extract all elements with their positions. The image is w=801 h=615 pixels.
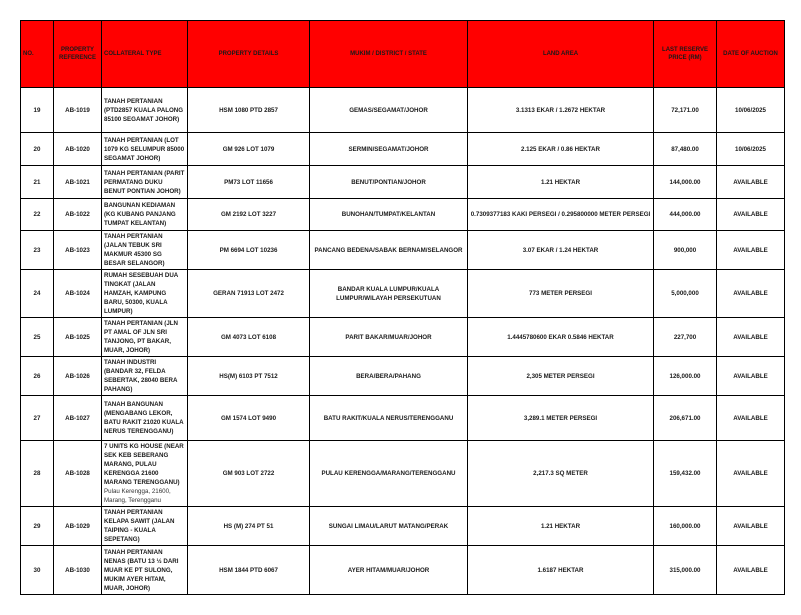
auction-date-status: AVAILABLE [733, 290, 768, 297]
cell-date-of-auction [717, 357, 785, 396]
auction-date-status: AVAILABLE [733, 414, 768, 422]
row-number: 19 [33, 106, 41, 114]
cell-land-area [468, 88, 654, 133]
table-row [21, 166, 785, 199]
collateral-type: TANAH PERTANIAN (JALAN TEBUK SRI MAKMUR 45300 SG BESAR SELANGOR) [104, 233, 165, 267]
cell-collateral-type [102, 133, 188, 166]
cell-no [21, 270, 54, 318]
table-row [21, 88, 785, 133]
cell-collateral-type [102, 507, 188, 546]
land-area: 1.4445780600 EKAR 0.5846 HEKTAR [507, 333, 614, 341]
cell-mukim-district-state [310, 546, 468, 595]
row-number: 25 [33, 333, 41, 341]
cell-last-reserve-price [654, 88, 717, 133]
cell-no [21, 199, 54, 231]
cell-date-of-auction [717, 318, 785, 357]
property-reference: AB-1024 [65, 290, 90, 297]
header-price-line1: LAST RESERVE [662, 47, 708, 53]
cell-property-details [188, 546, 310, 595]
cell-no [21, 166, 54, 199]
cell-no [21, 546, 54, 595]
last-reserve-price: 315,000.00 [669, 566, 701, 574]
cell-collateral-type [102, 318, 188, 357]
property-reference: AB-1028 [65, 470, 90, 477]
property-details: HSM 1844 PTD 6067 [219, 566, 278, 574]
cell-date-of-auction [717, 270, 785, 318]
cell-property-reference [54, 318, 102, 357]
cell-no [21, 88, 54, 133]
cell-property-details [188, 88, 310, 133]
mukim-district-state: SUNGAI LIMAU/LARUT MATANG/PERAK [328, 522, 449, 530]
collateral-type: RUMAH SESEBUAH DUA TINGKAT (JALAN HAMZAH, KAMPUNG BARU, 50300, KUALA LUMPUR) [104, 272, 179, 315]
cell-land-area [468, 133, 654, 166]
row-number: 21 [33, 178, 41, 186]
mukim-district-state: BUNOHAN/TUMPAT/KELANTAN [341, 211, 436, 218]
cell-collateral-type [102, 166, 188, 199]
collateral-type: 7 UNITS KG HOUSE (NEAR SEK KEB SEBERANG MARANG, PULAU KERENGGA 21600 MARANG TERENGGANU) [104, 443, 184, 486]
property-details: PM 6694 LOT 10236 [219, 246, 278, 254]
cell-property-reference [54, 357, 102, 396]
header-no: NO. [21, 21, 54, 88]
cell-last-reserve-price [654, 270, 717, 318]
table-row [21, 231, 785, 270]
mukim-district-state: BERA/BERA/PAHANG [356, 372, 421, 380]
collateral-type: TANAH BANGUNAN (MENGABANG LEKOR, BATU RAKIT 21020 KUALA NERUS TERENGGANU) [104, 401, 184, 435]
cell-no [21, 441, 54, 507]
header-date-of-auction: DATE OF AUCTION [717, 21, 785, 88]
cell-no [21, 396, 54, 441]
row-number: 29 [33, 522, 41, 530]
property-details: GM 903 LOT 2722 [222, 470, 275, 477]
cell-property-reference [54, 396, 102, 441]
cell-land-area [468, 166, 654, 199]
cell-collateral-type [102, 88, 188, 133]
property-details: GM 2192 LOT 3227 [220, 211, 277, 218]
property-reference: AB-1027 [65, 414, 90, 422]
property-reference: AB-1023 [65, 246, 90, 254]
cell-mukim-district-state [310, 318, 468, 357]
auction-date-status: 10/06/2025 [735, 145, 766, 153]
mukim-district-state: PULAU KERENGGA/MARANG/TERENGGANU [321, 470, 456, 477]
land-area: 2.125 EKAR / 0.86 HEKTAR [521, 145, 600, 153]
collateral-type: TANAH INDUSTRI (BANDAR 32, FELDA SEBERTAK, 28040 BERA PAHANG) [104, 359, 178, 393]
cell-no [21, 318, 54, 357]
cell-property-details [188, 441, 310, 507]
cell-last-reserve-price [654, 357, 717, 396]
property-reference: AB-1029 [65, 522, 90, 530]
cell-land-area [468, 318, 654, 357]
mukim-district-state: PANCANG BEDENA/SABAK BERNAM/SELANGOR [314, 246, 463, 254]
property-details: GM 926 LOT 1079 [222, 145, 275, 153]
cell-land-area [468, 199, 654, 231]
last-reserve-price: 5,000,000 [671, 290, 699, 297]
table-row [21, 133, 785, 166]
cell-land-area [468, 270, 654, 318]
mukim-district-state: SERMIN/SEGAMAT/JOHOR [348, 145, 429, 153]
cell-mukim-district-state [310, 507, 468, 546]
land-area: 0.7309377183 KAKI PERSEGI / 0.295800000 METER PERSEGI [470, 211, 651, 218]
property-details: GM 1574 LOT 9490 [220, 414, 277, 422]
mukim-district-state: GEMAS/SEGAMAT/JOHOR [349, 106, 428, 114]
cell-property-reference [54, 88, 102, 133]
collateral-type: TANAH PERTANIAN (JLN PT AMAL OF JLN SRI TANJONG, PT BAKAR, MUAR, JOHOR) [104, 320, 179, 354]
cell-property-details [188, 318, 310, 357]
cell-date-of-auction [717, 199, 785, 231]
land-area: 3.1313 EKAR / 1.2672 HEKTAR [515, 106, 606, 114]
auction-date-status: AVAILABLE [733, 372, 768, 380]
table-row [21, 270, 785, 318]
cell-property-reference [54, 199, 102, 231]
cell-no [21, 133, 54, 166]
cell-mukim-district-state [310, 88, 468, 133]
last-reserve-price: 87,480.00 [671, 145, 699, 153]
cell-property-reference [54, 231, 102, 270]
cell-date-of-auction [717, 231, 785, 270]
cell-no [21, 507, 54, 546]
cell-date-of-auction [717, 396, 785, 441]
cell-no [21, 357, 54, 396]
land-area: 1.21 HEKTAR [540, 522, 581, 530]
cell-property-details [188, 133, 310, 166]
land-area: 2,217.3 SQ METER [533, 470, 588, 477]
cell-date-of-auction [717, 166, 785, 199]
row-number: 27 [33, 414, 41, 422]
collateral-type-address: Pulau Kerengga, 21600, Marang, Terengganu [104, 488, 171, 504]
row-number: 23 [33, 246, 41, 254]
cell-land-area [468, 396, 654, 441]
cell-collateral-type [102, 231, 188, 270]
last-reserve-price: 227,700 [673, 333, 697, 341]
last-reserve-price: 126,000.00 [669, 372, 701, 380]
cell-date-of-auction [717, 546, 785, 595]
cell-last-reserve-price [654, 231, 717, 270]
row-number: 22 [33, 211, 41, 218]
header-ref-line1: PROPERTY [60, 47, 94, 53]
cell-land-area [468, 441, 654, 507]
header-mukim-district-state: MUKIM / DISTRICT / STATE [310, 21, 468, 88]
header-property-reference [54, 21, 102, 88]
last-reserve-price: 900,000 [673, 246, 697, 254]
cell-land-area [468, 507, 654, 546]
cell-property-details [188, 231, 310, 270]
auction-date-status: AVAILABLE [733, 178, 768, 186]
property-details: HS(M) 6103 PT 7512 [219, 372, 278, 380]
collateral-type: TANAH PERTANIAN (PARIT PERMATANG DUKU BENUT PONTIAN JOHOR) [104, 169, 185, 195]
property-reference: AB-1021 [65, 178, 90, 186]
land-area: 2,305 METER PERSEGI [526, 372, 595, 380]
cell-date-of-auction [717, 133, 785, 166]
property-reference: AB-1025 [65, 333, 90, 341]
cell-last-reserve-price [654, 133, 717, 166]
cell-last-reserve-price [654, 546, 717, 595]
property-details: GM 4073 LOT 6108 [220, 333, 277, 341]
property-reference: AB-1022 [65, 211, 90, 218]
mukim-district-state: BANDAR KUALA LUMPUR/KUALA LUMPUR/WILAYAH PERSEKUTUAN [336, 285, 441, 302]
cell-property-details [188, 270, 310, 318]
mukim-district-state: PARIT BAKAR/MUAR/JOHOR [345, 333, 432, 341]
header-ref-line2: REFERENCE [58, 55, 96, 61]
land-area: 3.07 EKAR / 1.24 HEKTAR [522, 246, 599, 254]
property-details: HSM 1080 PTD 2857 [219, 106, 278, 114]
header-price-line2: PRICE (RM) [668, 55, 702, 61]
land-area: 3,289.1 METER PERSEGI [523, 414, 598, 422]
cell-property-details [188, 357, 310, 396]
land-area: 1.6187 HEKTAR [537, 566, 584, 574]
cell-mukim-district-state [310, 166, 468, 199]
cell-collateral-type [102, 199, 188, 231]
collateral-type: TANAH PERTANIAN KELAPA SAWIT (JALAN TAIPING - KUALA SEPETANG) [104, 509, 175, 543]
table-header-row [21, 21, 785, 88]
table-row [21, 357, 785, 396]
cell-collateral-type [102, 396, 188, 441]
auction-date-status: AVAILABLE [733, 470, 768, 477]
last-reserve-price: 160,000.00 [669, 522, 701, 530]
auction-property-table [20, 20, 785, 595]
auction-date-status: AVAILABLE [733, 566, 768, 574]
cell-last-reserve-price [654, 507, 717, 546]
cell-property-reference [54, 507, 102, 546]
cell-mukim-district-state [310, 396, 468, 441]
cell-date-of-auction [717, 88, 785, 133]
mukim-district-state: AYER HITAM/MUAR/JOHOR [347, 566, 430, 574]
cell-last-reserve-price [654, 441, 717, 507]
property-details: HS (M) 274 PT 51 [223, 522, 274, 530]
header-collateral-type: COLLATERAL TYPE [102, 21, 188, 88]
property-reference: AB-1020 [65, 145, 90, 153]
last-reserve-price: 72,171.00 [671, 106, 699, 114]
auction-date-status: AVAILABLE [733, 211, 768, 218]
cell-land-area [468, 546, 654, 595]
property-reference: AB-1030 [65, 566, 90, 574]
cell-mukim-district-state [310, 441, 468, 507]
auction-date-status: AVAILABLE [733, 522, 768, 530]
collateral-type: TANAH PERTANIAN (LOT 1079 KG SELUMPUR 85000 SEGAMAT JOHOR) [104, 136, 185, 162]
cell-mukim-district-state [310, 231, 468, 270]
last-reserve-price: 159,432.00 [669, 470, 701, 477]
cell-mukim-district-state [310, 133, 468, 166]
table-row [21, 441, 785, 507]
property-details: PM73 LOT 11656 [224, 178, 273, 186]
cell-last-reserve-price [654, 199, 717, 231]
cell-property-reference [54, 133, 102, 166]
last-reserve-price: 444,000.00 [669, 211, 701, 218]
cell-date-of-auction [717, 441, 785, 507]
cell-property-details [188, 166, 310, 199]
table-row [21, 199, 785, 231]
cell-property-details [188, 396, 310, 441]
auction-date-status: AVAILABLE [733, 246, 768, 254]
cell-collateral-type [102, 270, 188, 318]
collateral-type: BANGUNAN KEDIAMAN (KG KUBANG PANJANG TUMPAT KELANTAN) [104, 202, 176, 227]
property-details: GERAN 71913 LOT 2472 [213, 290, 284, 297]
cell-property-reference [54, 166, 102, 199]
property-reference: AB-1019 [65, 106, 90, 114]
cell-last-reserve-price [654, 318, 717, 357]
table-row [21, 507, 785, 546]
cell-collateral-type [102, 441, 188, 507]
row-number: 30 [33, 566, 41, 574]
cell-mukim-district-state [310, 270, 468, 318]
cell-mukim-district-state [310, 199, 468, 231]
cell-mukim-district-state [310, 357, 468, 396]
cell-last-reserve-price [654, 396, 717, 441]
land-area: 773 METER PERSEGI [529, 290, 592, 297]
cell-property-reference [54, 270, 102, 318]
row-number: 26 [33, 372, 41, 380]
auction-date-status: AVAILABLE [733, 333, 768, 341]
last-reserve-price: 206,671.00 [669, 414, 701, 422]
mukim-district-state: BATU RAKIT/KUALA NERUS/TERENGGANU [323, 414, 454, 422]
cell-land-area [468, 357, 654, 396]
table-row [21, 396, 785, 441]
mukim-district-state: BENUT/PONTIAN/JOHOR [351, 178, 426, 186]
header-property-details: PROPERTY DETAILS [188, 21, 310, 88]
header-land-area: LAND AREA [468, 21, 654, 88]
cell-property-reference [54, 546, 102, 595]
header-last-reserve-price [654, 21, 717, 88]
cell-collateral-type [102, 357, 188, 396]
row-number: 20 [33, 145, 41, 153]
cell-land-area [468, 231, 654, 270]
row-number: 28 [33, 470, 41, 477]
cell-property-reference [54, 441, 102, 507]
collateral-type: TANAH PERTANIAN NENAS (BATU 13 ½ DARI MUAR KE PT SULONG, MUKIM AYER HITAM, MUAR, JOHOR) [104, 548, 179, 592]
cell-date-of-auction [717, 507, 785, 546]
last-reserve-price: 144,000.00 [669, 178, 701, 186]
auction-date-status: 10/06/2025 [735, 106, 766, 114]
cell-collateral-type [102, 546, 188, 595]
cell-property-details [188, 199, 310, 231]
property-reference: AB-1026 [65, 372, 90, 380]
collateral-type: TANAH PERTANIAN (PTD2857 KUALA PALONG 85100 SEGAMAT JOHOR) [104, 97, 184, 123]
cell-last-reserve-price [654, 166, 717, 199]
cell-no [21, 231, 54, 270]
cell-property-details [188, 507, 310, 546]
table-row [21, 318, 785, 357]
land-area: 1.21 HEKTAR [540, 178, 581, 186]
row-number: 24 [33, 290, 41, 297]
table-row [21, 546, 785, 595]
